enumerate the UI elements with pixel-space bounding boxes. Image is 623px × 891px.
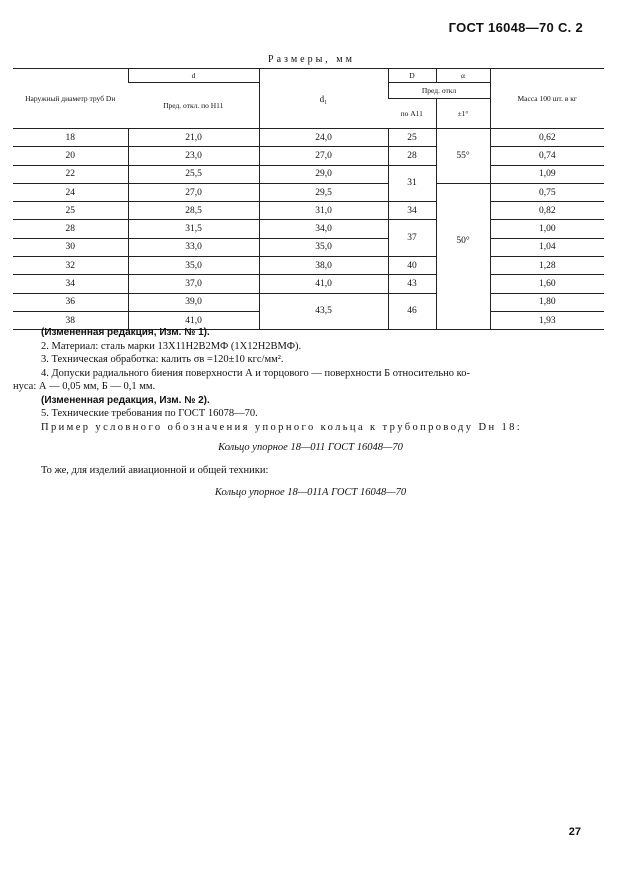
cell-d: 37,0 [128,275,259,293]
cell-d: 21,0 [128,129,259,147]
note-requirements: 5. Технические требования по ГОСТ 16078—70. [41,408,258,419]
col-header-d-tol: Пред. откл. по H11 [128,83,259,129]
cell-d1: 29,5 [259,183,388,201]
cell-mass: 0,62 [490,129,604,147]
cell-alpha: 55° [436,129,490,184]
cell-d1: 31,0 [259,202,388,220]
cell-dn: 32 [13,257,128,275]
cell-D: 28 [388,147,436,165]
cell-d1: 38,0 [259,257,388,275]
col-header-alpha: α [436,69,490,83]
col-header-d: d [128,69,259,83]
cell-d1: 24,0 [259,129,388,147]
cell-d1: 27,0 [259,147,388,165]
page-number: 27 [568,826,581,838]
cell-D: 40 [388,257,436,275]
standard-header: ГОСТ 16048—70 С. 2 [448,20,583,35]
note-material: 2. Материал: сталь марки 13Х11Н2В2МФ (1Х12Н2ВМФ). [41,340,302,352]
cell-mass: 0,82 [490,202,604,220]
col-header-D-tol: Пред. откл [388,83,490,99]
cell-d: 28,5 [128,202,259,220]
cell-d: 23,0 [128,147,259,165]
example-designation-2: Кольцо упорное 18—011А ГОСТ 16048—70 [214,487,407,498]
cell-d: 41,0 [128,311,259,329]
col-header-alpha-tol: ±1° [436,99,490,129]
cell-dn: 30 [13,238,128,256]
note-tolerances-cont: нуса: А — 0,05 мм, Б — 0,1 мм. [13,381,156,392]
col-header-D-tol2: по A11 [388,99,436,129]
dimensions-table [13,68,604,330]
cell-dn: 38 [13,311,128,329]
cell-d: 27,0 [128,183,259,201]
cell-D: 34 [388,202,436,220]
col-header-dia: Наружный диаметр труб Dн [13,69,128,129]
cell-mass: 1,60 [490,275,604,293]
cell-dn: 28 [13,220,128,238]
example-designation-1: Кольцо упорное 18—011 ГОСТ 16048—70 [218,442,403,453]
cell-d1: 41,0 [259,275,388,293]
notes-block [13,326,608,500]
cell-D: 25 [388,129,436,147]
cell-mass: 1,04 [490,238,604,256]
cell-dn: 34 [13,275,128,293]
cell-D: 46 [388,293,436,330]
note-tolerances: 4. Допуски радиального биения поверхности А и торцового — поверхности Б относительно ко- [41,367,470,379]
cell-d1-merged: 43,5 [259,293,388,330]
cell-mass: 1,00 [490,220,604,238]
cell-D: 31 [388,165,436,202]
cell-D: 43 [388,275,436,293]
cell-dn: 36 [13,293,128,311]
cell-d: 25,5 [128,165,259,183]
cell-d1: 35,0 [259,238,388,256]
cell-d1: 29,0 [259,165,388,183]
cell-d1: 34,0 [259,220,388,238]
cell-mass: 1,28 [490,257,604,275]
cell-dn: 25 [13,202,128,220]
same-for-note: То же, для изделий авиационной и общей техники: [41,464,269,476]
cell-d: 33,0 [128,238,259,256]
cell-d: 35,0 [128,257,259,275]
cell-mass: 0,74 [490,147,604,165]
edit-note-1: (Измененная редакция, Изм. № 1). [41,327,210,338]
cell-dn: 24 [13,183,128,201]
edit-note-2: (Измененная редакция, Изм. № 2). [41,394,210,406]
cell-alpha: 50° [436,183,490,329]
col-header-d1: d₁ [259,69,388,129]
cell-mass: 1,80 [490,293,604,311]
cell-D: 37 [388,220,436,257]
cell-mass: 0,75 [490,183,604,201]
cell-dn: 22 [13,165,128,183]
col-header-mass: Масса 100 шт. в кг [490,69,604,129]
cell-dn: 20 [13,147,128,165]
example-intro: Пример условного обозначения упорного кольца к трубопроводу Dн 18: [41,421,523,433]
cell-mass: 1,93 [490,311,604,329]
col-header-D: D [388,69,436,83]
note-heat-treatment: 3. Техническая обработка: калить σв =120±10 кгс/мм². [41,354,284,365]
table-caption: Размеры, мм [268,54,355,65]
cell-d: 31,5 [128,220,259,238]
cell-dn: 18 [13,129,128,147]
cell-d: 39,0 [128,293,259,311]
cell-mass: 1,09 [490,165,604,183]
